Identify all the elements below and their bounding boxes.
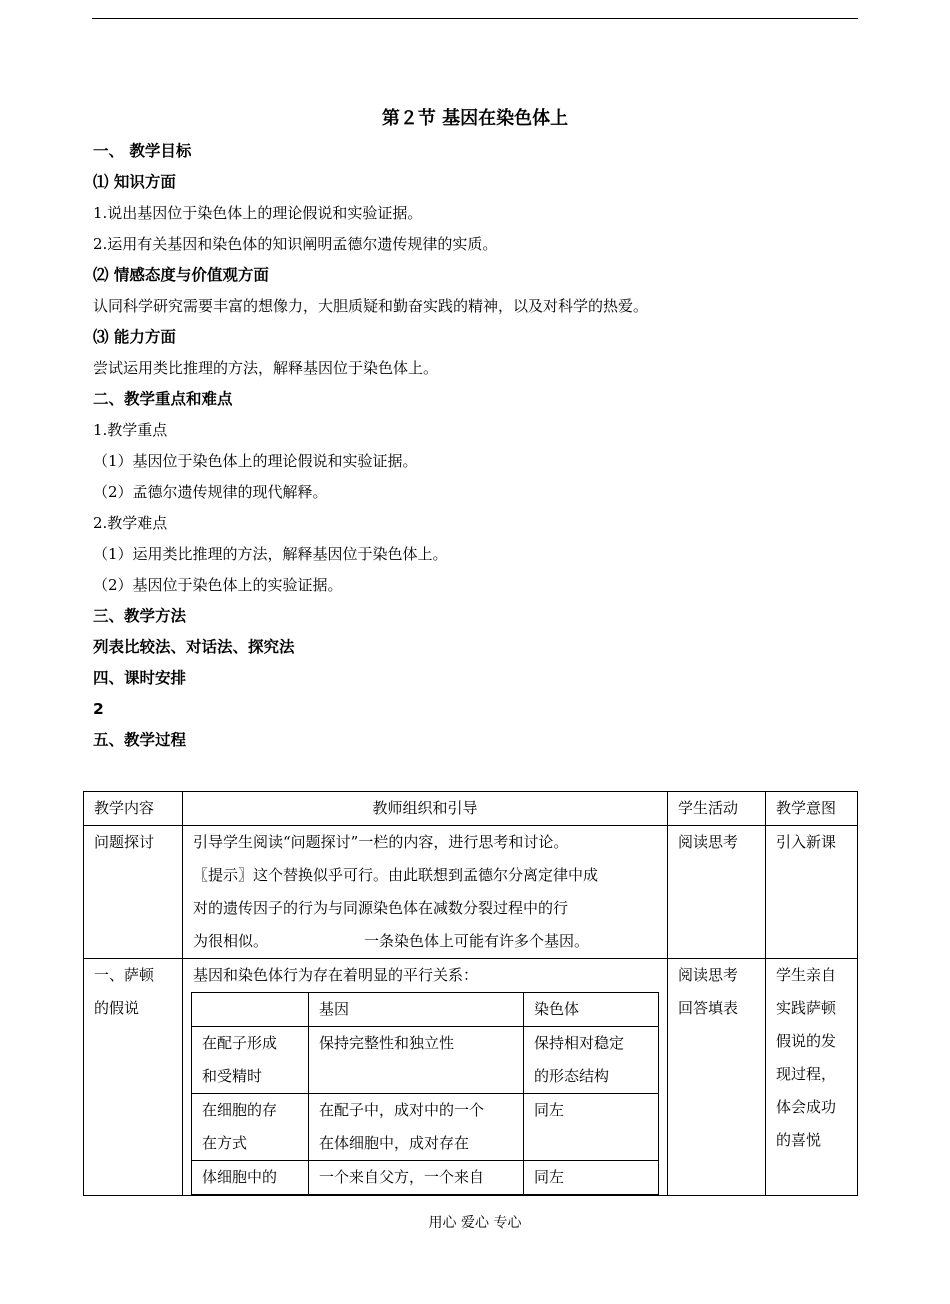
cell-line: 的喜悦 xyxy=(776,1131,822,1149)
inner-cell xyxy=(192,1027,309,1094)
cell-line: 〖提示〗这个替换似乎可行。由此联想到孟德尔分离定律中成 xyxy=(193,866,599,884)
table-cell: 阅读思考 xyxy=(668,826,766,959)
inner-cell: 同左 xyxy=(524,1161,659,1195)
cell-line: 学生亲自 xyxy=(776,966,837,984)
cell-line: 在细胞的存 xyxy=(202,1101,278,1119)
cell-text: 一条染色体上可能有许多个基因。 xyxy=(364,932,590,950)
methods-text: 列表比较法、对话法、探究法 xyxy=(93,638,295,656)
cell-text: 为很相似。 xyxy=(193,932,269,950)
inner-header-row xyxy=(192,993,659,1027)
subheading-knowledge: ⑴ 知识方面 xyxy=(93,173,176,191)
cell-line: 引导学生阅读“问题探讨”一栏的内容，进行思考和讨论。 xyxy=(193,833,569,851)
text-line: （1）基因位于染色体上的理论假说和实验证据。 xyxy=(93,452,418,470)
section-heading-process: 五、教学过程 xyxy=(93,731,187,749)
cell-line: 基因和染色体行为存在着明显的平行关系： xyxy=(193,966,479,984)
section-heading-key-points: 二、教学重点和难点 xyxy=(93,390,233,408)
section-heading-methods: 三、教学方法 xyxy=(93,607,187,625)
cell-line: 的形态结构 xyxy=(534,1067,610,1085)
inner-cell xyxy=(192,993,309,1027)
subheading-ability: ⑶ 能力方面 xyxy=(93,328,176,346)
header-cell: 教学内容 xyxy=(84,792,183,826)
document-body xyxy=(93,138,863,758)
inner-row xyxy=(192,1094,659,1161)
inner-row xyxy=(192,1027,659,1094)
cell-line: 回答填表 xyxy=(678,999,739,1017)
section-heading-schedule: 四、课时安排 xyxy=(93,669,187,687)
cell-line: 对的遗传因子的行为与同源染色体在减数分裂过程中的行 xyxy=(193,899,569,917)
header-rule xyxy=(92,18,858,19)
text-line: 认同科学研究需要丰富的想像力，大胆质疑和勤奋实践的精神，以及对科学的热爱。 xyxy=(93,297,649,315)
text-line: 2.运用有关基因和染色体的知识阐明孟德尔遗传规律的实质。 xyxy=(93,235,498,253)
text-line: （2）基因位于染色体上的实验证据。 xyxy=(93,576,343,594)
inner-cell: 同左 xyxy=(524,1094,659,1161)
table-cell xyxy=(183,959,668,1196)
cell-line: 在配子中，成对中的一个 xyxy=(319,1101,485,1119)
text-line: 尝试运用类比推理的方法，解释基因位于染色体上。 xyxy=(93,359,439,377)
header-cell: 学生活动 xyxy=(668,792,766,826)
schedule-value: 2 xyxy=(93,700,104,718)
inner-cell: 体细胞中的 xyxy=(192,1161,309,1195)
comparison-table xyxy=(191,992,659,1195)
cell-line: 在配子形成 xyxy=(202,1034,278,1052)
cell-line: 阅读思考 xyxy=(678,966,739,984)
text-line: 1.教学重点 xyxy=(93,421,168,439)
inner-cell: 一个来自父方，一个来自 xyxy=(309,1161,524,1195)
cell-line: 假说的发 xyxy=(776,1032,837,1050)
inner-cell: 染色体 xyxy=(524,993,659,1027)
inner-cell xyxy=(192,1094,309,1161)
subheading-attitude: ⑵ 情感态度与价值观方面 xyxy=(93,266,269,284)
table-cell xyxy=(183,826,668,959)
table-header-row xyxy=(84,792,858,826)
table-cell xyxy=(766,959,858,1196)
cell-line: 体会成功 xyxy=(776,1098,837,1116)
text-line: 1.说出基因位于染色体上的理论假说和实验证据。 xyxy=(93,204,423,222)
header-cell: 教学意图 xyxy=(766,792,858,826)
table-cell: 问题探讨 xyxy=(84,826,183,959)
cell-line: 在体细胞中，成对存在 xyxy=(319,1134,470,1152)
inner-cell xyxy=(309,1094,524,1161)
cell-line: 和受精时 xyxy=(202,1067,263,1085)
cell-line: 保持相对稳定 xyxy=(534,1034,625,1052)
inner-cell xyxy=(524,1027,659,1094)
table-row xyxy=(84,826,858,959)
inner-cell: 保持完整性和独立性 xyxy=(309,1027,524,1094)
header-cell: 教师组织和引导 xyxy=(183,792,668,826)
inner-row xyxy=(192,1161,659,1195)
table-cell xyxy=(668,959,766,1196)
page-title: 第２节 基因在染色体上 xyxy=(381,108,569,129)
table-row xyxy=(84,959,858,1196)
table-cell: 引入新课 xyxy=(766,826,858,959)
cell-line: 一、萨顿 xyxy=(94,966,155,984)
section-heading-objectives: 一、 教学目标 xyxy=(93,142,192,160)
inner-cell: 基因 xyxy=(309,993,524,1027)
cell-line: 实践萨顿 xyxy=(776,999,837,1017)
text-line: （1）运用类比推理的方法，解释基因位于染色体上。 xyxy=(93,545,448,563)
cell-line: 现过程， xyxy=(776,1065,837,1083)
text-line: 2.教学难点 xyxy=(93,514,168,532)
cell-line: 在方式 xyxy=(202,1134,248,1152)
text-line: （2）孟德尔遗传规律的现代解释。 xyxy=(93,483,328,501)
cell-line xyxy=(193,925,657,958)
cell-line: 的假说 xyxy=(94,999,140,1017)
page-footer: 用心 爱心 专心 xyxy=(428,1215,522,1231)
teaching-process-table xyxy=(83,791,858,1196)
table-cell xyxy=(84,959,183,1196)
